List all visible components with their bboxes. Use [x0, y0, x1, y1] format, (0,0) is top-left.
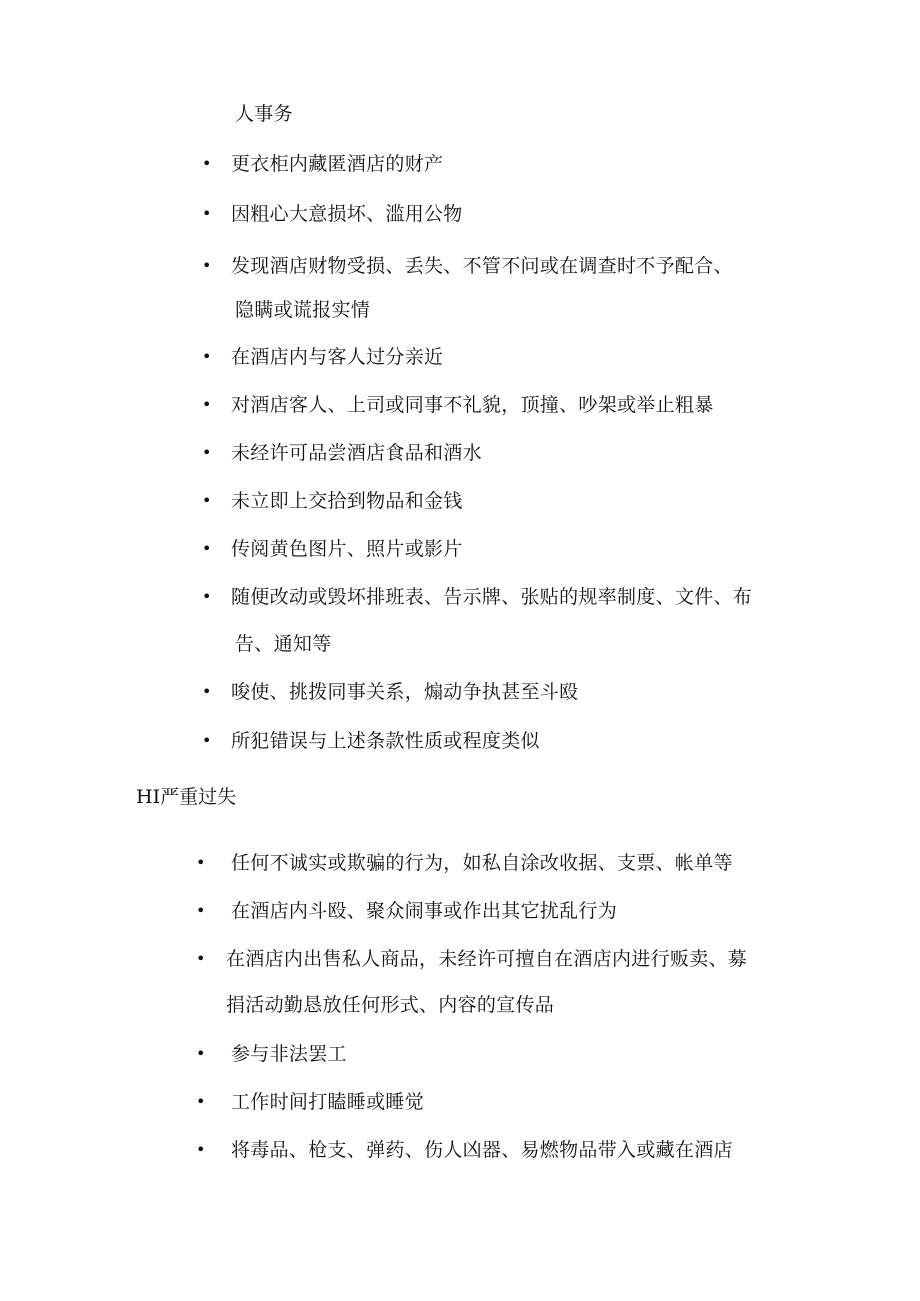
bullet-icon: •	[196, 1092, 206, 1111]
bullet-icon: •	[202, 347, 212, 366]
list-item: 对酒店客人、上司或同事不礼貌，顶撞、吵架或举止粗暴	[231, 394, 714, 416]
bullet-icon: •	[202, 395, 212, 414]
bullet-icon: •	[196, 901, 206, 920]
bullet-icon: •	[202, 491, 212, 510]
bullet-icon: •	[196, 949, 206, 968]
bullet-icon: •	[196, 1044, 206, 1063]
list-item: 在酒店内与客人过分亲近	[231, 346, 444, 368]
bullet-icon: •	[202, 587, 212, 606]
section-heading: HI严重过失	[136, 786, 237, 808]
list-item: 传阅黄色图片、照片或影片	[231, 538, 463, 560]
list-item: 随便改动或毁坏排班表、告示牌、张贴的规率制度、文件、布	[231, 586, 753, 608]
bullet-icon: •	[202, 204, 212, 223]
list-item-continuation: 捐活动勤恳放任何形式、内容的宣传品	[226, 994, 555, 1016]
list-item: 更衣柜内藏匿酒店的财产	[231, 153, 444, 175]
list-item: 发现酒店财物受损、丢失、不管不问或在调查时不予配合、	[231, 255, 733, 277]
list-item: 因粗心大意损坏、滥用公物	[231, 203, 463, 225]
list-item: 未立即上交拾到物品和金钱	[231, 490, 463, 512]
bullet-icon: •	[202, 256, 212, 275]
list-item: 工作时间打瞌睡或睡觉	[231, 1091, 425, 1113]
list-item: 参与非法罢工	[231, 1043, 347, 1065]
list-item: 在酒店内出售私人商品，未经许可擅自在酒店内进行贩卖、募	[226, 948, 748, 970]
list-item: 将毒品、枪支、弹药、伤人凶器、易燃物品带入或藏在酒店	[231, 1139, 733, 1161]
list-item: 在酒店内斗殴、聚众闹事或作出其它扰乱行为	[231, 900, 618, 922]
bullet-icon: •	[202, 682, 212, 701]
bullet-icon: •	[202, 539, 212, 558]
list-item: 任何不诚实或欺骗的行为，如私自涂改收据、支票、帐单等	[231, 852, 733, 874]
list-item: 所犯错误与上述条款性质或程度类似	[231, 730, 540, 752]
list-item: 未经许可品尝酒店食品和酒水	[231, 442, 482, 464]
bullet-icon: •	[196, 853, 206, 872]
bullet-icon: •	[202, 154, 212, 173]
list-item-continuation: 告、通知等	[235, 633, 332, 655]
continuation-text: 人事务	[235, 103, 293, 125]
list-item: 唆使、挑拨同事关系，煽动争执甚至斗殴	[231, 681, 579, 703]
bullet-icon: •	[202, 731, 212, 750]
list-item-continuation: 隐瞒或谎报实情	[235, 299, 371, 321]
bullet-icon: •	[202, 443, 212, 462]
bullet-icon: •	[196, 1140, 206, 1159]
